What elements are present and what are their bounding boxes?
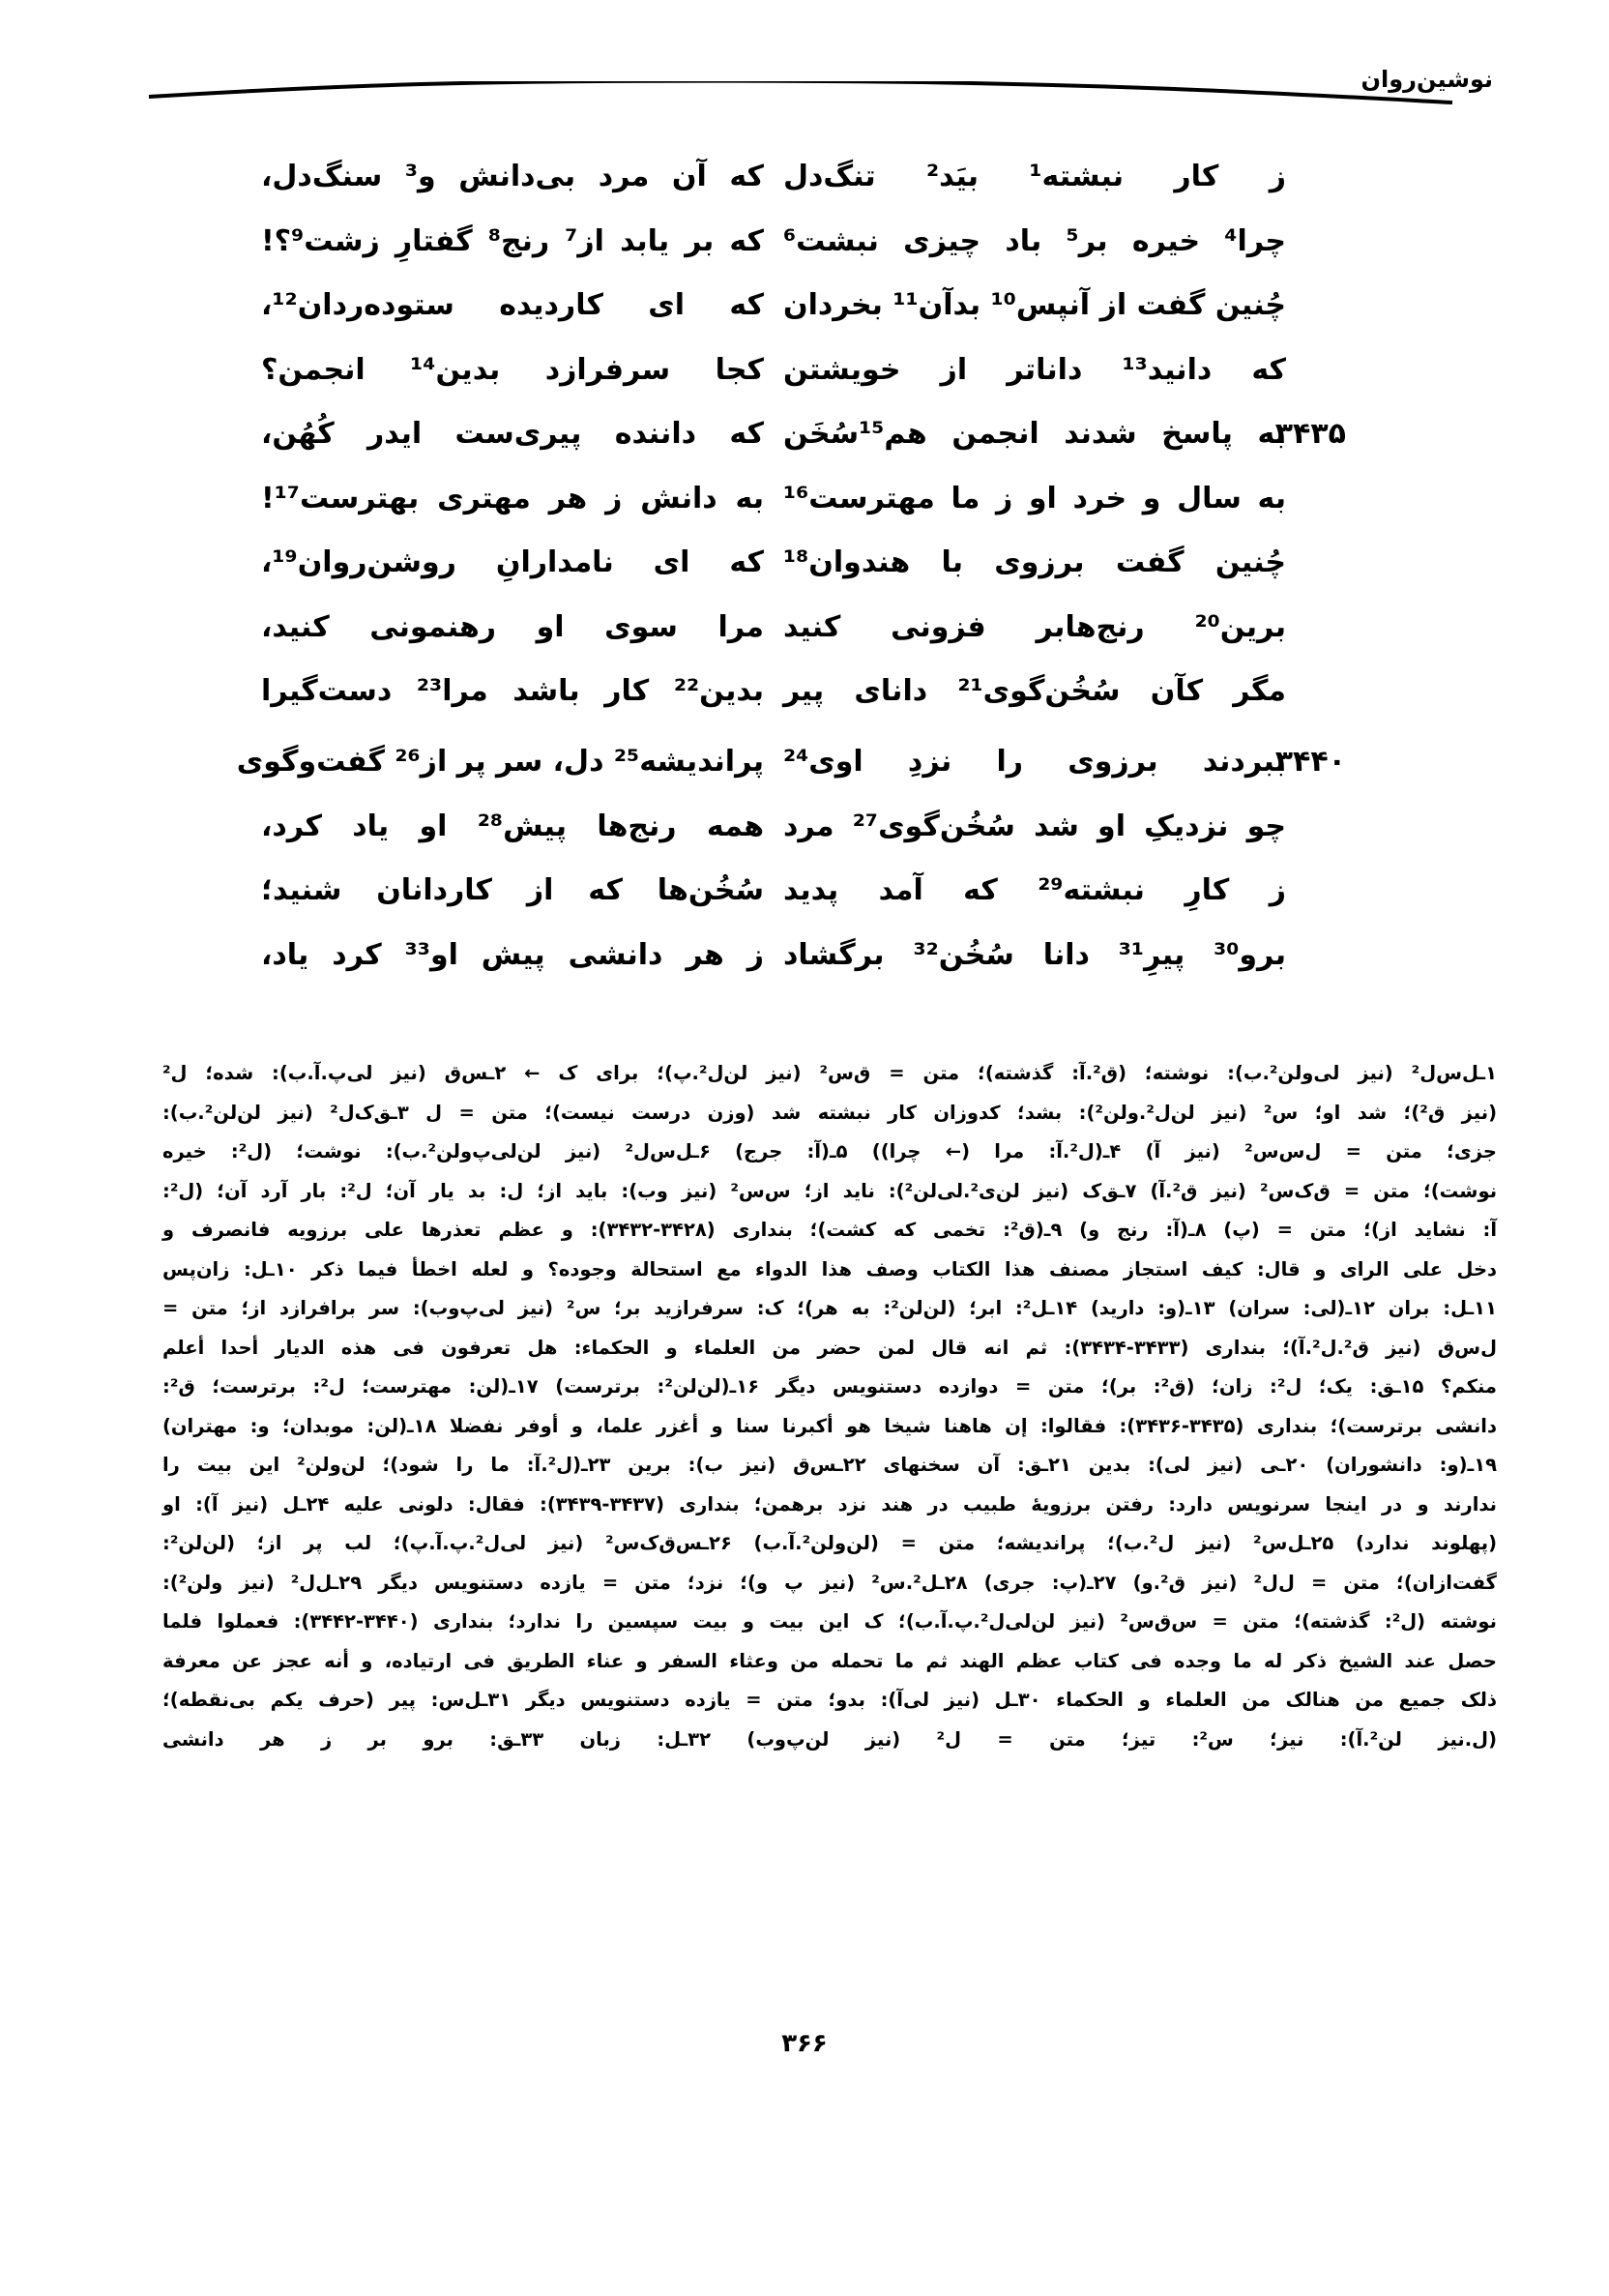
couplet — [261, 859, 1402, 924]
footnote-line: ۱ـل‌س‌ل² (نیز لی‌ولن².ب): نوشته؛ (ق².آ: گذشته)؛ متن = ق‌س² (نیز لن‌ل².پ)؛ برای ک ← ۲ـس‌ق (نیز لی‌پ.آ.ب): شده؛ ل² — [162, 1062, 1497, 1084]
footnote-line: حصل عند الشیخ ذکر له ما وجده فی کتاب عظم الهند ثم ما تحمله من وعثاء السفر و عناء الطریق فی ارتیاده، و أنه عجز عن معرفة — [162, 1649, 1497, 1672]
hemistich-left: ز هر دانشی پیش او³³ کرد یاد، — [261, 937, 764, 972]
header-rule-line — [147, 81, 1454, 120]
footnote-line: ۱۹ـ(و: دانشوران) ۲۰ـی (نیز لی): بدین ۲۱ـق: آن سخنهای ۲۲ـس‌ق (نیز ب): برین ۲۳ـ(ل².آ: ما را شود)؛ لن‌ولن² این بیت را — [162, 1454, 1497, 1476]
footnote-line: (نیز ق²)؛ شد او؛ س² (نیز لن‌ل².ولن²): بشد؛ کدوزان کار نبشته شد (وزن درست نیست)؛ متن = ل ۳ـق‌ک‌ل² (نیز لن‌لن².ب): — [162, 1101, 1497, 1124]
hemistich-left: کجا سرفرازد بدین¹⁴ انجمن؟ — [261, 352, 764, 387]
couplet — [261, 145, 1402, 210]
couplet — [261, 531, 1402, 596]
footnote-line: (پهلوند ندارد) ۲۵ـل‌س² (نیز ل².ب)؛ پراندیشه؛ متن = (لن‌ولن².آ.ب) ۲۶ـس‌ق‌ک‌س² (نیز لی‌ل².پ.آ.پ)؛ لب پر از؛ (لن‌لن²: — [162, 1532, 1498, 1554]
footnote-line: دانشی برترست)؛ بنداری (۳۴۳۵-۳۴۳۶): فقالوا: إن هاهنا شیخا هو أکبرنا سنا و أغزر علما، و أوفر نفضلا ۱۸ـ(لن: موبدان؛ و: مهتران) — [162, 1414, 1498, 1437]
hemistich-left: بدین²² کار باشد مرا²³ دست‌گیرا — [261, 674, 764, 708]
couplet — [261, 402, 1402, 467]
hemistich-left: به دانش ز هر مهتری بهترست¹⁷! — [261, 481, 764, 515]
footnote-line: جزی؛ متن = ل‌س‌س² (نیز آ) ۴ـ(ل².آ: مرا (← چرا)) ۵ـ(آ: جرج) ۶ـل‌س‌ل² (نیز لن‌لی‌پ‌ولن².ب): نوشت؛ (ل²: خیره — [162, 1140, 1497, 1163]
hemistich-right: به پاسخ شدند انجمن هم¹⁵سُخَن — [783, 417, 1286, 451]
hemistich-right: برو³⁰ پیرِ³¹ دانا سُخُن³² برگشاد — [783, 937, 1286, 972]
hemistich-left: که ای کاردیده ستوده‌ردان¹²، — [261, 288, 764, 322]
hemistich-left: که ای نامدارانِ روشن‌روان¹⁹، — [261, 545, 764, 579]
hemistich-right: چُنین گفت برزوی با هندوان¹⁸ — [783, 545, 1286, 579]
couplet — [261, 660, 1402, 724]
couplet — [236, 730, 1402, 795]
footnotes-apparatus — [162, 1054, 1497, 1759]
couplet — [261, 274, 1402, 339]
verse-number: ۳۴۴۰ — [1274, 745, 1346, 779]
footnote-line: ذلک جمیع من هنالک من العلماء و الحکماء ۳۰ـل (نیز لی‌آ): بدو؛ متن = یازده دستنویس دیگر ۳۱ـل‌س: پیر (حرف یکم بی‌نقطه)؛ — [162, 1689, 1497, 1711]
footnote-line: ۱۱ـل: بران ۱۲ـ(لی: سران) ۱۳ـ(و: دارید) ۱۴ـل²: ابر؛ (لن‌لن²: به هر)؛ ک: سرفرازید بر؛ س² (نیز لی‌پ‌وب): سر برافرازد از؛ متن = — [162, 1297, 1497, 1319]
footnote-line: ندارند و در اینجا سرنویس دارد: رفتن برزویهٔ طبیب در هند نزد برهمن؛ بنداری (۳۴۳۷-۳۴۳۹): فقال: دلونی علیه ۲۴ـل (نیز آ): او — [162, 1492, 1497, 1516]
hemistich-left: که آن مرد بی‌دانش و³ سنگ‌دل، — [261, 160, 765, 193]
footnote-line: ل‌س‌ق (نیز ق².ل².آ)؛ بنداری (۳۴۳۳-۳۴۳۴): ثم انه قال لمن حضر من العلماء و الحکماء: هل تعرفون فی هذه الدیار أحدا أعلم — [162, 1336, 1497, 1359]
hemistich-left: همه رنج‌ها پیش²⁸ او یاد کرد، — [261, 809, 764, 843]
hemistich-right: به سال و خرد او ز ما مهترست¹⁶ — [783, 481, 1286, 515]
hemistich-right: برین²⁰ رنج‌هابر فزونی کنید — [783, 609, 1286, 644]
footnote-line: منکم؟ ۱۵ـق: یک؛ ل²: زان؛ (ق²: بر)؛ متن = دوازده دستنویس دیگر ۱۶ـ(لن‌لن²: برترست) ۱۷ـ(لن: مهترست؛ ل²: برترست؛ ق²: — [162, 1375, 1498, 1398]
hemistich-left: مرا سوی او رهنمونی کنید، — [261, 609, 764, 644]
couplet — [261, 924, 1402, 988]
verse-number: ۳۴۳۵ — [1274, 417, 1346, 451]
hemistich-left: که بر یابد از⁷ رنج⁸ گفتارِ زشت⁹؟! — [261, 223, 764, 258]
hemistich-left: پراندیشه²⁵ دل، سر پر از²⁶ گفت‌وگوی — [236, 745, 764, 779]
page-number: ۳۶۶ — [781, 2029, 828, 2058]
hemistich-right: ببردند برزوی را نزدِ اوی²⁴ — [783, 745, 1286, 779]
couplet — [261, 210, 1402, 275]
couplet — [261, 795, 1402, 860]
verse-block-1 — [261, 145, 1402, 724]
footnote-line: گفت‌ازان)؛ متن = ل‌ل² (نیز ق².و) ۲۷ـ(پ: جری) ۲۸ـل².س² (نیز پ و)؛ نزد؛ متن = یازده دستنویس دیگر ۲۹ـل‌ل² (نیز ولن²): — [162, 1571, 1497, 1594]
hemistich-right: چُنین گفت از آنپس¹⁰ بدآن¹¹ بخردان — [783, 288, 1287, 322]
couplet — [261, 596, 1402, 661]
footnote-line: نوشته (ل²: گذشته)؛ متن = س‌ق‌س² (نیز لن‌لی‌ل².پ.آ.ب)؛ ک این بیت و بیت سپسین را ندارد؛ بنداری (۳۴۴۰-۳۴۴۲): فعملوا فلما — [162, 1610, 1497, 1633]
hemistich-right: چو نزدیکِ او شد سُخُن‌گوی²⁷ مرد — [783, 809, 1286, 843]
footnote-line: نوشت)؛ متن = ق‌ک‌س² (نیز ق².آ) ۷ـق‌ک (نیز لن‌ی².لی‌لن²): ناید از؛ س‌س² (نیز وب): باید از؛ ل: بد یار آن؛ ل²: بار آرد آن؛ (ل²: — [162, 1179, 1498, 1202]
verse-block-2 — [236, 730, 1402, 987]
hemistich-right: که دانید¹³ داناتر از خویشتن — [783, 352, 1286, 387]
hemistich-right: ز کارِ نبشته²⁹ که آمد پدید — [783, 873, 1286, 907]
footnote-line: دخل علی الرای و قال: کیف استجاز مصنف هذا الکتاب وصف هذا الدواء مع استحالة وجوده؟ و لعله اخطأ فیما ذکر ۱۰ـل: زان‌پس — [162, 1257, 1498, 1280]
couplet — [261, 467, 1402, 532]
hemistich-left: سُخُن‌ها که از کاردانان شنید؛ — [261, 873, 764, 907]
running-header-title: نوشین‌روان — [1360, 66, 1493, 93]
couplet — [261, 339, 1402, 403]
hemistich-right: چرا⁴ خیره بر⁵ باد چیزی نبشت⁶ — [783, 223, 1287, 258]
hemistich-right: ز کار نبشته¹ بیَد² تنگ‌دل — [783, 160, 1286, 193]
footnote-line: آ: نشاید از)؛ متن = (پ) ۸ـ(آ: رنج و) ۹ـ(ق²: تخمی که کشت)؛ بنداری (۳۴۲۸-۳۴۳۲): و عظم تعذرها علی برزویه فانصرف و — [162, 1219, 1498, 1241]
footnote-line: (ل.نیز لن².آ): نیز؛ س²: تیز؛ متن = ل² (نیز لن‌پ‌و‌ب) ۳۲ـل: زبان ۳۳ـق: برو بر ز هر دانشی — [162, 1727, 1497, 1751]
hemistich-left: که داننده پیری‌ست ایدر کُهُن، — [261, 417, 764, 451]
header-rule — [147, 81, 1454, 120]
hemistich-right: مگر کآن سُخُن‌گوی²¹ دانای پیر — [783, 674, 1286, 708]
